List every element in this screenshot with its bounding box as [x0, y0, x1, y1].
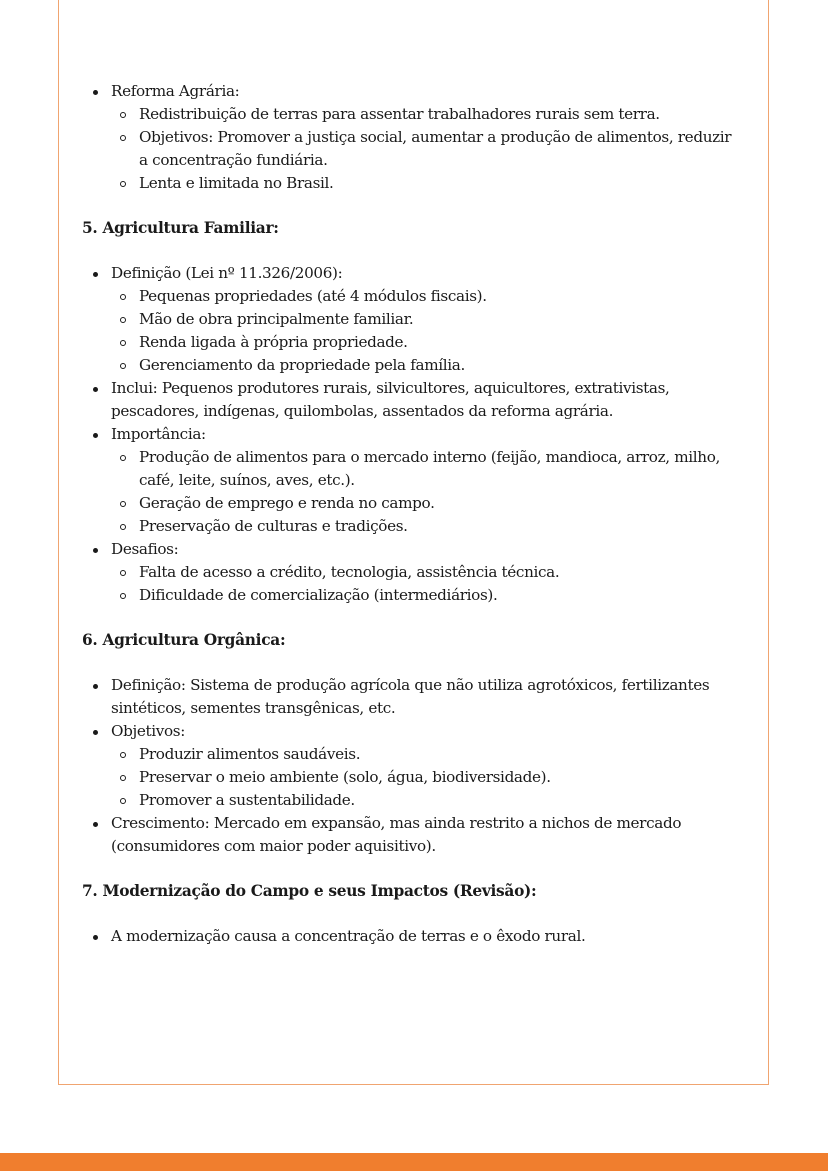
sub-list-item: Geração de emprego e renda no campo. [111, 492, 742, 515]
list-item [82, 925, 742, 948]
sub-list-item: Objetivos: Promover a justiça social, aumentar a produção de alimentos, reduzir a concentração fundiária. [111, 126, 742, 172]
list-item-text: Importância: [111, 425, 206, 443]
sub-list [111, 743, 742, 812]
sub-list-item: Pequenas propriedades (até 4 módulos fiscais). [111, 285, 742, 308]
sub-list [111, 446, 742, 538]
sub-list-item: Dificuldade de comercialização (intermediários). [111, 584, 742, 607]
intro-list [82, 80, 742, 195]
section-heading: 5. Agricultura Familiar: [82, 219, 279, 237]
list-item [82, 262, 742, 377]
sub-list [111, 285, 742, 377]
list-item [82, 812, 742, 858]
footer-accent-bar [0, 1153, 828, 1171]
sub-list-item: Redistribuição de terras para assentar trabalhadores rurais sem terra. [111, 103, 742, 126]
section-heading: 6. Agricultura Orgânica: [82, 631, 286, 649]
sub-list [111, 103, 742, 195]
section-list [82, 925, 742, 948]
list-item [82, 674, 742, 720]
sub-list-item: Falta de acesso a crédito, tecnologia, assistência técnica. [111, 561, 742, 584]
list-item-text: Objetivos: [111, 722, 185, 740]
sub-list-item: Renda ligada à própria propriedade. [111, 331, 742, 354]
sub-list-item: Promover a sustentabilidade. [111, 789, 742, 812]
list-item [82, 377, 742, 423]
document-content [82, 80, 742, 948]
section-list [82, 674, 742, 858]
list-item-text: Crescimento: Mercado em expansão, mas ainda restrito a nichos de mercado (consumidores com maior poder aquisitivo). [111, 814, 682, 855]
list-item-text: Reforma Agrária: [111, 82, 240, 100]
list-item-text: Inclui: Pequenos produtores rurais, silvicultores, aquicultores, extrativistas, pescadores, indígenas, quilombolas, assentados da reforma agrária. [111, 379, 670, 420]
sub-list-item: Preservação de culturas e tradições. [111, 515, 742, 538]
list-item-text: Definição: Sistema de produção agrícola que não utiliza agrotóxicos, fertilizantes sintéticos, sementes transgênicas, etc. [111, 676, 710, 717]
list-item-text: Desafios: [111, 540, 179, 558]
sub-list [111, 561, 742, 607]
list-item-text: A modernização causa a concentração de terras e o êxodo rural. [111, 927, 586, 945]
list-item [82, 720, 742, 812]
list-item [82, 538, 742, 607]
sub-list-item: Mão de obra principalmente familiar. [111, 308, 742, 331]
section-heading: 7. Modernização do Campo e seus Impactos (Revisão): [82, 882, 537, 900]
sub-list-item: Preservar o meio ambiente (solo, água, biodiversidade). [111, 766, 742, 789]
list-item-text: Definição (Lei nº 11.326/2006): [111, 264, 343, 282]
sections-container [82, 217, 742, 948]
section-list [82, 262, 742, 607]
sub-list-item: Produzir alimentos saudáveis. [111, 743, 742, 766]
list-item [82, 423, 742, 538]
sub-list-item: Produção de alimentos para o mercado interno (feijão, mandioca, arroz, milho, café, leite, suínos, aves, etc.). [111, 446, 742, 492]
list-item [82, 80, 742, 195]
sub-list-item: Lenta e limitada no Brasil. [111, 172, 742, 195]
sub-list-item: Gerenciamento da propriedade pela família. [111, 354, 742, 377]
